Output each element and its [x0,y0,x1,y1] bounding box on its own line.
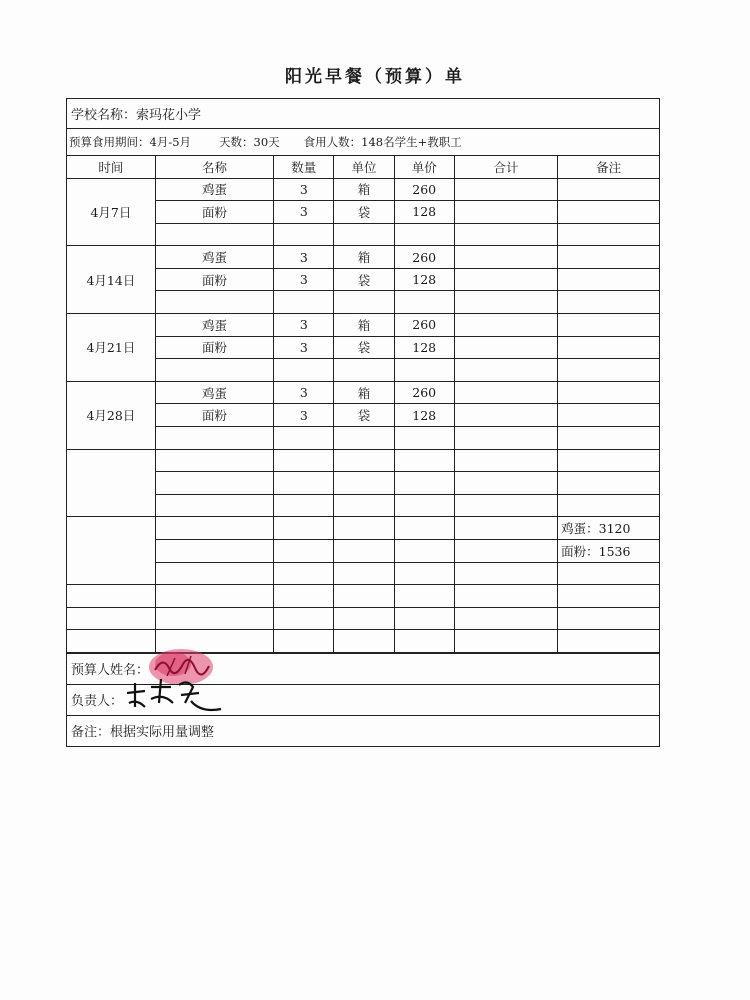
note-cell [558,201,659,224]
unit-cell: 袋 [334,268,394,291]
table-row [67,427,659,450]
price-cell [394,472,454,495]
people-value: 148名学生+教职工 [361,135,462,149]
table-row [67,223,659,246]
period-value: 4月-5月 [149,135,192,149]
responsible-row [67,684,659,715]
school-label: 学校名称： [71,108,137,123]
table-row [67,607,659,630]
table-row [67,381,659,404]
name-cell [155,223,273,246]
unit-cell [334,607,394,630]
table-row [67,336,659,359]
note-cell: 鸡蛋：3120 [558,517,659,540]
note-cell [558,359,659,382]
unit-cell [334,585,394,608]
header-price: 单价 [394,156,454,178]
total-cell [454,585,557,608]
date-cell: 4月14日 [67,246,155,314]
unit-cell: 箱 [334,178,394,201]
name-cell [155,291,273,314]
qty-cell [274,494,334,517]
qty-cell [274,472,334,495]
price-cell: 260 [394,381,454,404]
price-cell: 128 [394,404,454,427]
header-note: 备注 [558,156,659,178]
page-title: 阳光早餐（预算）单 [285,67,465,87]
header-time: 时间 [67,156,155,178]
total-cell [454,201,557,224]
qty-cell: 3 [274,314,334,337]
qty-cell: 3 [274,381,334,404]
budget-table [67,156,659,653]
name-cell [155,449,273,472]
total-cell [454,427,557,450]
name-cell [155,562,273,585]
header-unit: 单位 [334,156,394,178]
total-cell [454,359,557,382]
qty-cell [274,540,334,563]
table-row [67,291,659,314]
price-cell [394,562,454,585]
days-label: 天数： [219,135,254,149]
table-row [67,268,659,291]
note-cell [558,246,659,269]
date-cell: 4月21日 [67,314,155,382]
note-cell [558,449,659,472]
price-cell: 128 [394,268,454,291]
note-cell [558,268,659,291]
price-cell [394,449,454,472]
unit-cell [334,472,394,495]
note-cell [558,494,659,517]
unit-cell [334,449,394,472]
name-cell: 面粉 [155,201,273,224]
total-cell [454,291,557,314]
note-cell [558,585,659,608]
note-cell [558,562,659,585]
total-cell [454,562,557,585]
remark-label: 备注： [71,725,111,741]
note-cell [558,336,659,359]
qty-cell [274,359,334,382]
qty-cell [274,562,334,585]
note-cell [558,607,659,630]
table-row [67,585,659,608]
note-cell: 面粉：1536 [558,540,659,563]
price-cell: 128 [394,201,454,224]
name-cell: 鸡蛋 [155,246,273,269]
qty-cell [274,449,334,472]
price-cell [394,540,454,563]
total-cell [454,449,557,472]
table-row [67,404,659,427]
note-cell [558,314,659,337]
date-cell: 4月28日 [67,381,155,449]
total-cell [454,630,557,653]
remark-value: 根据实际用量调整 [110,725,215,741]
name-cell [155,494,273,517]
table-row [67,472,659,495]
qty-cell: 3 [274,336,334,359]
date-cell: 4月7日 [67,178,155,246]
price-cell [394,291,454,314]
qty-cell: 3 [274,178,334,201]
header-name: 名称 [155,156,273,178]
name-cell [155,517,273,540]
qty-cell [274,517,334,540]
header-qty: 数量 [274,156,334,178]
date-cell [67,607,155,630]
note-cell [558,178,659,201]
responsible-signature [121,673,231,719]
qty-cell [274,291,334,314]
qty-cell [274,585,334,608]
table-row [67,314,659,337]
note-cell [558,630,659,653]
table-row [67,201,659,224]
unit-cell [334,427,394,450]
price-cell: 128 [394,336,454,359]
name-cell [155,585,273,608]
unit-cell [334,540,394,563]
name-cell: 鸡蛋 [155,381,273,404]
table-row [67,562,659,585]
unit-cell [334,494,394,517]
unit-cell [334,359,394,382]
school-name: 索玛花小学 [136,108,202,123]
price-cell [394,630,454,653]
unit-cell [334,223,394,246]
header-total: 合计 [454,156,557,178]
table-row [67,449,659,472]
unit-cell: 袋 [334,404,394,427]
price-cell: 260 [394,246,454,269]
name-cell [155,540,273,563]
qty-cell [274,607,334,630]
table-header-row [67,156,659,178]
table-row [67,246,659,269]
note-cell [558,223,659,246]
date-cell [67,630,155,653]
unit-cell [334,517,394,540]
price-cell [394,359,454,382]
qty-cell [274,427,334,450]
note-cell [558,427,659,450]
qty-cell: 3 [274,201,334,224]
note-cell [558,472,659,495]
table-row [67,517,659,540]
name-cell [155,472,273,495]
price-cell [394,494,454,517]
total-cell [454,178,557,201]
note-cell [558,404,659,427]
name-cell: 面粉 [155,268,273,291]
unit-cell [334,291,394,314]
total-cell [454,381,557,404]
price-cell: 260 [394,178,454,201]
name-cell: 面粉 [155,404,273,427]
price-cell [394,223,454,246]
note-cell [558,291,659,314]
qty-cell [274,223,334,246]
name-cell: 鸡蛋 [155,178,273,201]
qty-cell: 3 [274,246,334,269]
name-cell [155,359,273,382]
people-label: 食用人数： [303,135,362,149]
name-cell [155,607,273,630]
total-cell [454,472,557,495]
total-cell [454,246,557,269]
unit-cell: 袋 [334,336,394,359]
qty-cell [274,630,334,653]
note-cell [558,381,659,404]
date-cell [67,449,155,517]
period-row [67,129,659,156]
price-cell [394,517,454,540]
qty-cell: 3 [274,404,334,427]
price-cell [394,607,454,630]
total-cell [454,517,557,540]
total-cell [454,540,557,563]
unit-cell [334,562,394,585]
school-row [67,99,659,129]
table-row [67,178,659,201]
price-cell [394,585,454,608]
total-cell [454,314,557,337]
total-cell [454,404,557,427]
days-value: 30天 [253,135,280,149]
unit-cell: 箱 [334,246,394,269]
budget-sheet [66,98,660,747]
table-row [67,540,659,563]
name-cell [155,427,273,450]
total-cell [454,494,557,517]
total-cell [454,268,557,291]
total-cell [454,607,557,630]
price-cell: 260 [394,314,454,337]
preparer-label: 预算人姓名： [71,663,150,679]
price-cell [394,427,454,450]
unit-cell: 箱 [334,381,394,404]
qty-cell: 3 [274,268,334,291]
date-cell [67,585,155,608]
unit-cell: 袋 [334,201,394,224]
name-cell: 面粉 [155,336,273,359]
remark-row [67,715,659,746]
responsible-label: 负责人： [71,694,124,710]
table-row [67,359,659,382]
total-cell [454,336,557,359]
name-cell: 鸡蛋 [155,314,273,337]
period-label: 预算食用期间： [69,135,150,149]
total-cell [454,223,557,246]
date-cell [67,517,155,585]
unit-cell: 箱 [334,314,394,337]
unit-cell [334,630,394,653]
table-row [67,494,659,517]
